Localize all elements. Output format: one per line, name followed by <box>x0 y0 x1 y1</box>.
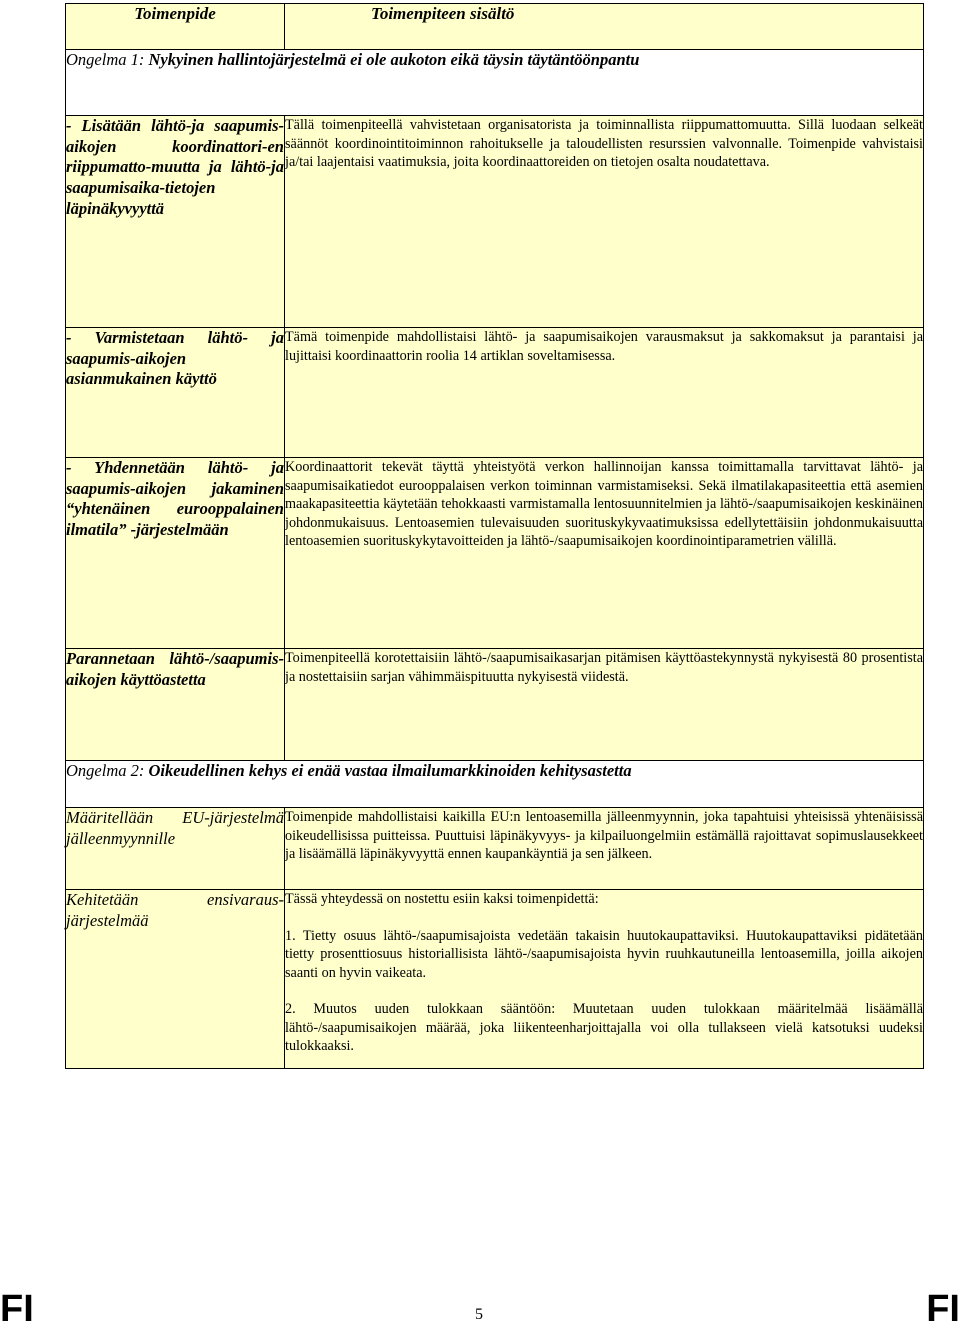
measure-cell: Määritellään EU-järjestelmä jälleenmyynnille <box>66 808 285 890</box>
footer-language-left: FI <box>0 1288 34 1330</box>
measure-cell: - Lisätään lähtö-ja saapumis-aikojen koordinattori-en riippumatto-muutta ja lähtö-ja saapumisaika-tietojen läpinäkyvyyttä <box>66 116 285 328</box>
content-paragraph: Tässä yhteydessä on nostettu esiin kaksi toimenpidettä: <box>285 891 599 907</box>
problem-1-label: Ongelma 1: <box>66 50 145 69</box>
problem-2-title: Oikeudellinen kehys ei enää vastaa ilmailumarkkinoiden kehitysastetta <box>148 761 632 780</box>
content-cell <box>285 328 924 458</box>
header-content: Toimenpiteen sisältö <box>285 4 924 50</box>
table-header-row <box>66 4 924 50</box>
content-paragraph: Toimenpide mahdollistaisi kaikilla EU:n lentoasemilla jälleenmyynnin, joka tapahtuisi yhteisissä yhtenäisissä oikeudellisissa puitteissa. Puuttuisi läpinäkyvyys- ja kilpailuongelmiin estämällä rajoittavat sopimuslausekkeet ja lisäämällä läpinäkyvyyttä ennen kaupankäyntiä ja sen jälkeen. <box>285 809 923 862</box>
measures-table <box>65 3 924 1069</box>
problem-row <box>66 50 924 116</box>
content-cell <box>285 890 924 1069</box>
content-cell <box>285 649 924 761</box>
problem-2-label: Ongelma 2: <box>66 761 145 780</box>
content-cell <box>285 808 924 890</box>
content-cell <box>285 458 924 649</box>
page-number: 5 <box>475 1306 483 1323</box>
measure-cell: - Yhdennetään lähtö- ja saapumis-aikojen jakaminen “yhtenäinen eurooppalainen ilmatila” -järjestelmään <box>66 458 285 649</box>
table-row <box>66 458 924 649</box>
table-row <box>66 328 924 458</box>
measure-cell: Parannetaan lähtö-/saapumis-aikojen käyttöastetta <box>66 649 285 761</box>
measure-cell: - Varmistetaan lähtö- ja saapumis-aikojen asianmukainen käyttö <box>66 328 285 458</box>
content-paragraph: Tämä toimenpide mahdollistaisi lähtö- ja saapumisaikojen varausmaksut ja sakkomaksut ja parantaisi ja lujittaisi koordinaattorin roolia 14 artiklan soveltamisessa. <box>285 329 923 364</box>
table-row <box>66 116 924 328</box>
problem-2 <box>66 761 924 808</box>
content-paragraph: Tällä toimenpiteellä vahvistetaan organisatorista ja toiminnallista riippumattomuutta. Sillä luodaan selkeät säännöt koordinointitoiminnon rahoitukselle ja taloudellisten resurssien valvonnalle. Toimenpide vahvistaisi ja/tai laajentaisi vaatimuksia, joita koordinaattoreiden on tietojen osalta noudatettava. <box>285 117 923 170</box>
table-row <box>66 649 924 761</box>
content-paragraph: 2. Muutos uuden tulokkaan sääntöön: Muutetaan uuden tulokkaan määritelmää lisäämällä lähtö-/saapumisaikojen määrää, joka liikenteenharjoittajalla voi olla tullakseen vielä katsotuksi uudeksi tulokkaaksi. <box>285 1001 923 1054</box>
problem-row <box>66 761 924 808</box>
problem-1 <box>66 50 924 116</box>
measure-cell: Kehitetään ensivaraus-järjestelmää <box>66 890 285 1069</box>
table-row <box>66 890 924 1069</box>
content-paragraph: Koordinaattorit tekevät täyttä yhteistyötä verkon hallinnoijan kanssa toimittamalla tarvittavat lähtö- ja saapumisaikatiedot eurooppalaisen verkon toiminnan varmistamiseksi. Sekä ilmatilakapasiteettia että asemien maakapasiteettia käytetään tehokkaasti varmistamalla lentosuunnitelmien ja lähtö-/saapumisaikojen keskinäinen johdonmukaisuus. Lentoasemien tulevaisuuden suorituskykyvaatimuksissa edellytettäisiin johdonmukaisuutta lentoasemien suorituskykytavoitteiden ja lähtö-/saapumisaikojen koordinointiparametrien välillä. <box>285 459 923 549</box>
table-row <box>66 808 924 890</box>
problem-1-title: Nykyinen hallintojärjestelmä ei ole aukoton eikä täysin täytäntöönpantu <box>148 50 640 69</box>
content-cell <box>285 116 924 328</box>
content-paragraph: Toimenpiteellä korotettaisiin lähtö-/saapumisaikasarjan pitämisen käyttöastekynnystä nykyisestä 80 prosentista ja nostettaisiin sarjan vähimmäispituutta nykyisestä viidestä. <box>285 650 923 685</box>
footer-language-right: FI <box>926 1288 960 1330</box>
header-measure: Toimenpide <box>66 4 285 50</box>
content-paragraph: 1. Tietty osuus lähtö-/saapumisajoista vedetään takaisin huutokaupattaviksi. Huutokaupattaviksi pidätetään tietty prosenttiosuus historiallisista lähtö-/saapumisajoista hyvin ruuhkautuneilla lentoasemilla, joilla aikojen saanti on hyvin vaikeata. <box>285 927 923 981</box>
